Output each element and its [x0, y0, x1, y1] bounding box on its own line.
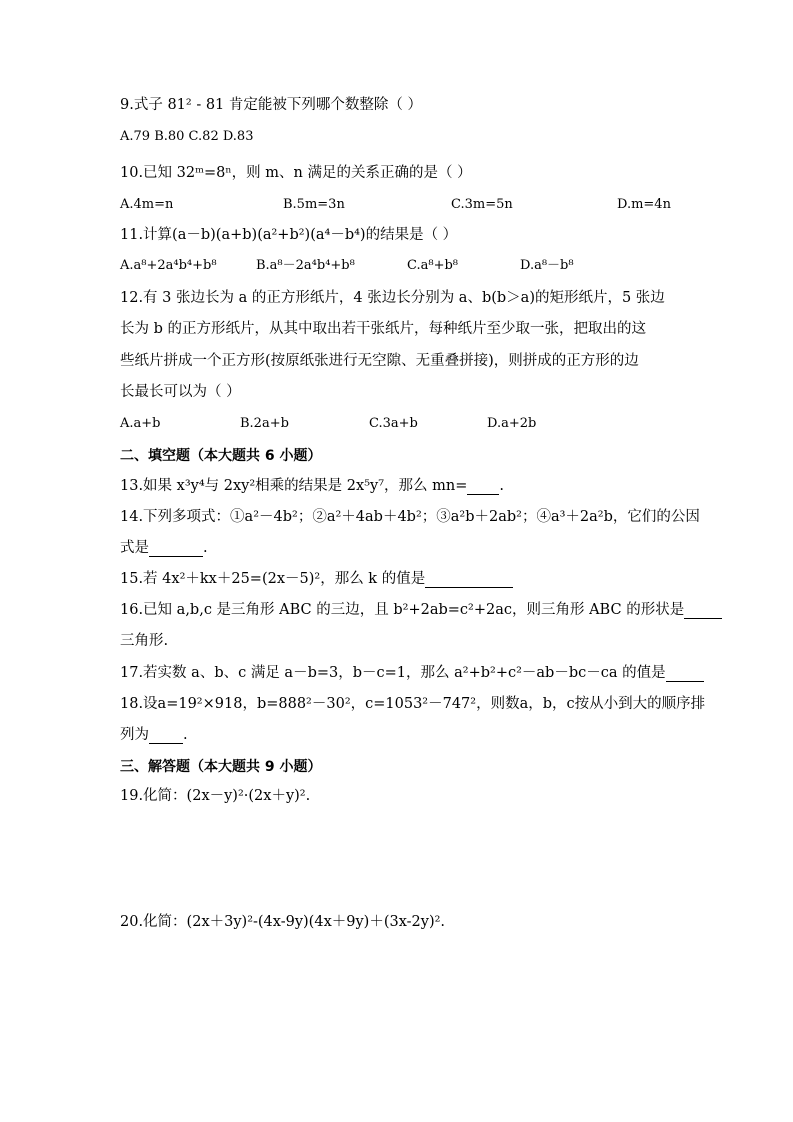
- question-18-line-2: 列为 .: [120, 727, 188, 743]
- section-solution-heading: 三、解答题（本大题共 9 小题）: [120, 759, 322, 775]
- question-14-line-1: 14.下列多项式：①a²－4b²；②a²＋4ab＋4b²；③a²b＋2ab²；④a³＋2a²b，它们的公因: [120, 509, 700, 525]
- q12-option-d: D.a+2b: [487, 416, 537, 431]
- q10-option-a: A.4m=n: [120, 197, 174, 212]
- answer-blank[interactable]: [467, 480, 499, 495]
- q10-option-c: C.3m=5n: [451, 197, 513, 212]
- q11-option-b: B.a⁸－2a⁴b⁴+b⁸: [256, 258, 355, 273]
- question-12-line-2: 长为 b 的正方形纸片，从其中取出若干张纸片，每种纸片至少取一张，把取出的这: [120, 321, 646, 337]
- section-fill-in-heading: 二、填空题（本大题共 6 小题）: [120, 448, 322, 464]
- question-9: 9.式子 81² - 81 肯定能被下列哪个数整除（ ）: [120, 97, 422, 113]
- question-16-line-2: 三角形.: [120, 633, 169, 649]
- answer-blank[interactable]: [425, 573, 513, 588]
- answer-blank[interactable]: [684, 604, 722, 619]
- question-14-text: 式是: [120, 540, 149, 556]
- question-17-text: 17.若实数 a、b、c 满足 a－b=3，b－c=1，那么 a²+b²+c²－ab－bc－ca 的值是: [120, 665, 666, 681]
- question-18-text: 列为: [120, 727, 149, 743]
- answer-blank[interactable]: [149, 542, 203, 557]
- q11-option-d: D.a⁸－b⁸: [520, 258, 574, 273]
- q12-option-b: B.2a+b: [240, 416, 289, 431]
- q12-option-c: C.3a+b: [369, 416, 418, 431]
- question-15-text: 15.若 4x²＋kx＋25=(2x－5)²，那么 k 的值是: [120, 571, 426, 587]
- question-14-line-2: 式是 .: [120, 540, 208, 556]
- q10-option-b: B.5m=3n: [283, 197, 345, 212]
- answer-blank[interactable]: [149, 729, 183, 744]
- q11-option-a: A.a⁸+2a⁴b⁴+b⁸: [120, 258, 217, 273]
- q12-option-a: A.a+b: [120, 416, 161, 431]
- question-18-line-1: 18.设a=19²×918，b=888²－30²，c=1053²－747²，则数a，b，c按从小到大的顺序排: [120, 696, 706, 712]
- question-13: 13.如果 x³y⁴与 2xy²相乘的结果是 2x⁵y⁷，那么 mn= .: [120, 478, 504, 494]
- question-19: 19.化简：(2x－y)²·(2x＋y)².: [120, 788, 311, 804]
- question-17: [120, 664, 704, 682]
- question-12-line-4: 长最长可以为（ ）: [120, 384, 241, 400]
- question-11: 11.计算(a－b)(a+b)(a²+b²)(a⁴－b⁴)的结果是（ ）: [120, 227, 458, 243]
- question-20: 20.化简：(2x＋3y)²-(4x-9y)(4x＋9y)＋(3x-2y)².: [120, 914, 446, 930]
- answer-blank[interactable]: [666, 667, 704, 682]
- question-10: 10.已知 32ᵐ=8ⁿ，则 m、n 满足的关系正确的是（ ）: [120, 165, 472, 181]
- question-9-options: A.79 B.80 C.82 D.83: [120, 129, 254, 144]
- q11-option-c: C.a⁸+b⁸: [407, 258, 459, 273]
- question-13-text: 13.如果 x³y⁴与 2xy²相乘的结果是 2x⁵y⁷，那么 mn=: [120, 478, 468, 494]
- question-12-line-3: 些纸片拼成一个正方形(按原纸张进行无空隙、无重叠拼接)，则拼成的正方形的边: [120, 353, 639, 369]
- question-16-text: 16.已知 a,b,c 是三角形 ABC 的三边，且 b²+2ab=c²+2ac，则三角形 ABC 的形状是: [120, 602, 685, 618]
- q10-option-d: D.m=4n: [617, 197, 671, 212]
- question-15: [120, 570, 513, 588]
- question-16-line-1: [120, 601, 722, 619]
- question-12-line-1: 12.有 3 张边长为 a 的正方形纸片，4 张边长分别为 a、b(b＞a)的矩形纸片，5 张边: [120, 290, 665, 306]
